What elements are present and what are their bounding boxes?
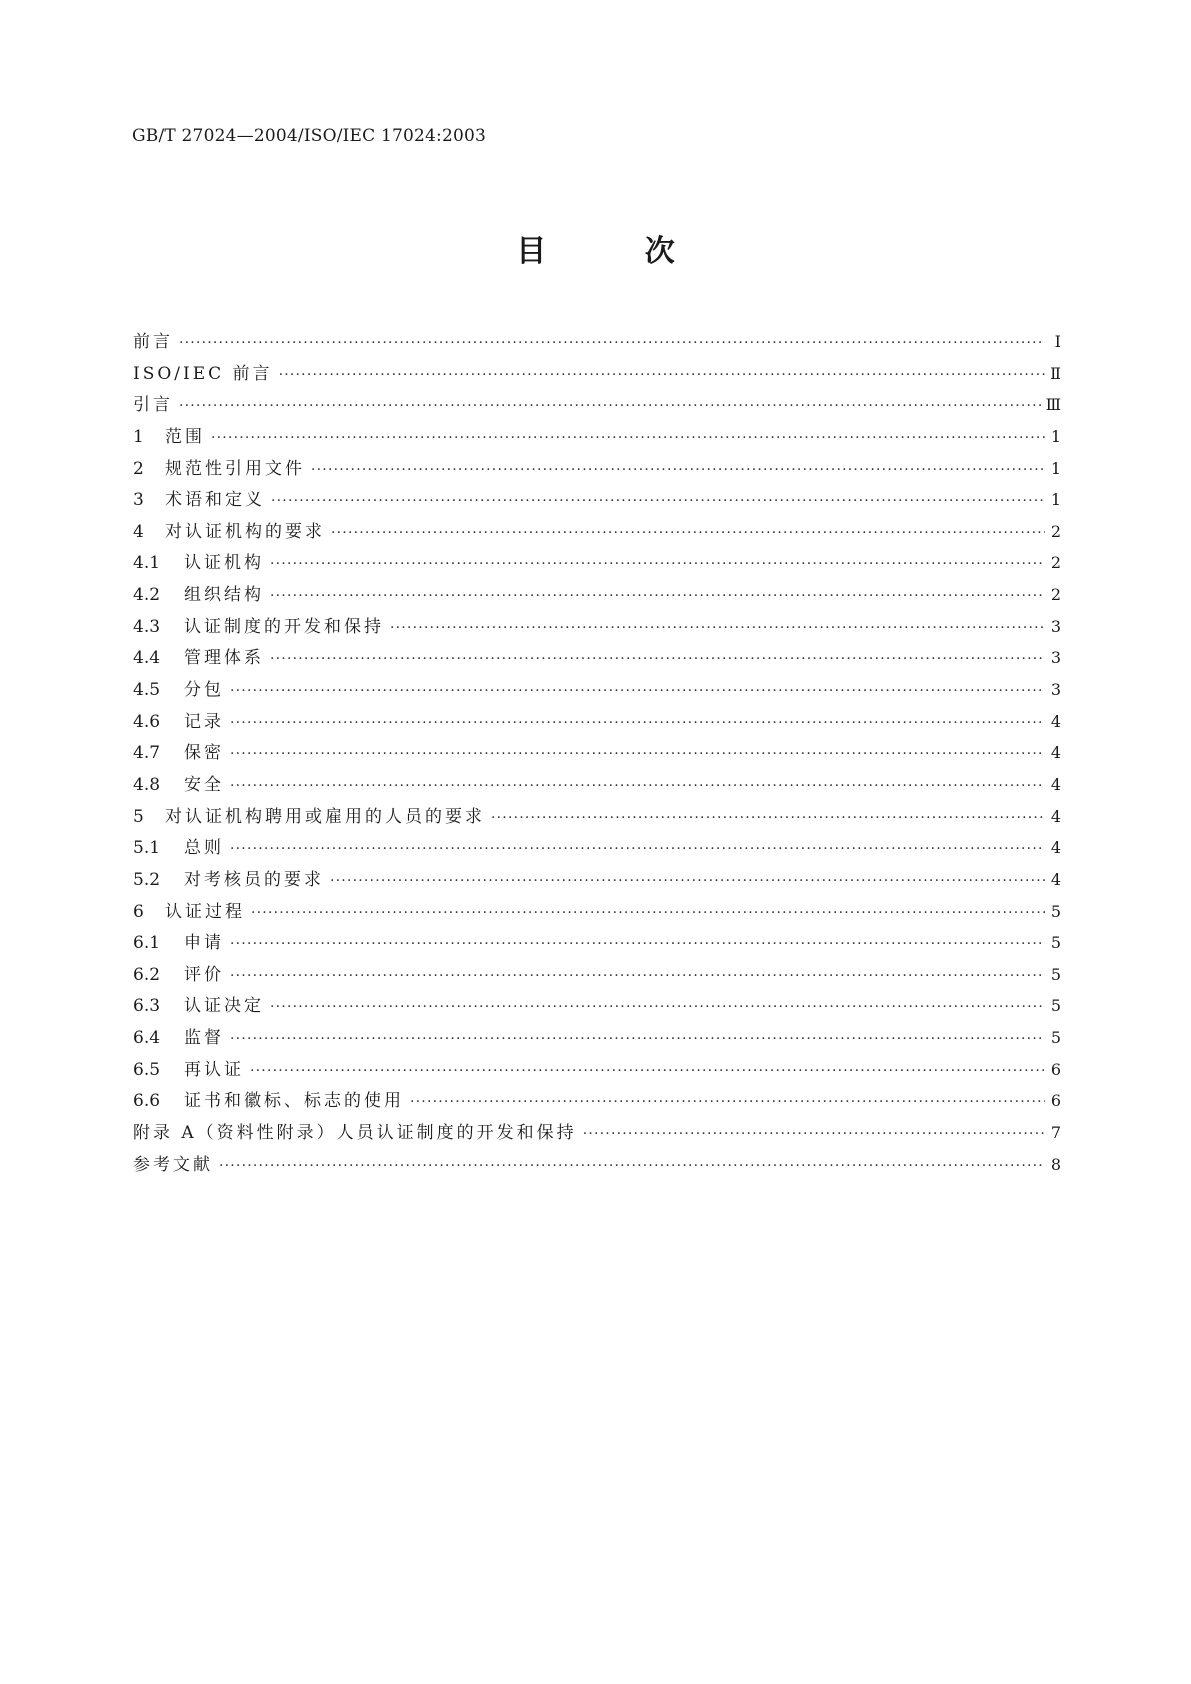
- toc-entry-title: 对认证机构聘用或雇用的人员的要求: [165, 806, 485, 827]
- toc-entry[interactable]: [133, 833, 1061, 865]
- toc-entry[interactable]: [133, 548, 1061, 580]
- toc-entry-title: 组织结构: [184, 585, 264, 606]
- toc-entry-page: 5: [1050, 1028, 1061, 1048]
- dot-leader: [179, 398, 1042, 414]
- toc-entry-page: 3: [1050, 616, 1061, 636]
- toc-entry-number: 4.3: [133, 616, 161, 637]
- toc-entry-number: 2: [133, 458, 144, 479]
- dot-leader: [230, 746, 1045, 762]
- dot-leader: [230, 841, 1045, 857]
- dot-leader: [179, 335, 1045, 351]
- toc-entry-page: 4: [1050, 774, 1061, 794]
- toc-entry-page: 4: [1050, 806, 1061, 826]
- dot-leader: [250, 1063, 1045, 1079]
- toc-entry-page: 5: [1050, 996, 1061, 1016]
- toc-entry-number: 4.7: [133, 743, 161, 764]
- toc-entry-page: 2: [1050, 553, 1061, 573]
- toc-entry[interactable]: [133, 485, 1061, 517]
- toc-entry[interactable]: [133, 897, 1061, 929]
- toc-entry-number: 6.5: [133, 1059, 161, 1080]
- dot-leader: [390, 620, 1045, 636]
- dot-leader: [583, 1126, 1045, 1142]
- dot-leader: [270, 556, 1045, 572]
- toc-entry[interactable]: [133, 675, 1061, 707]
- dot-leader: [410, 1094, 1045, 1110]
- toc-entry-title: 范围: [165, 426, 205, 447]
- dot-leader: [211, 430, 1045, 446]
- toc-entry-page: 2: [1050, 521, 1061, 541]
- toc-entry-title: 分包: [184, 680, 224, 701]
- dot-leader: [230, 936, 1045, 952]
- dot-leader: [271, 493, 1045, 509]
- dot-leader: [251, 905, 1045, 921]
- toc-entry-title: 附录 A（资料性附录）人员认证制度的开发和保持: [133, 1123, 577, 1144]
- toc-entry-page: 4: [1050, 711, 1061, 731]
- toc-entry-number: 5.2: [133, 869, 161, 890]
- toc-entry-page: 1: [1050, 426, 1061, 446]
- toc-entry-number: 6.6: [133, 1091, 161, 1112]
- toc-entry[interactable]: [133, 1023, 1061, 1055]
- dot-leader: [279, 367, 1045, 383]
- toc-entry-title: 再认证: [184, 1059, 244, 1080]
- toc-entry-title: 对考核员的要求: [184, 869, 324, 890]
- toc-entry-number: 4.1: [133, 553, 161, 574]
- toc-entry-page: 5: [1050, 964, 1061, 984]
- toc-entry-title: 认证制度的开发和保持: [184, 616, 384, 637]
- toc-entry-number: 6.3: [133, 996, 161, 1017]
- standard-code: GB/T 27024—2004/ISO/IEC 17024:2003: [132, 126, 487, 146]
- dot-leader: [491, 810, 1045, 826]
- dot-leader: [230, 778, 1045, 794]
- table-of-contents: [133, 327, 1061, 1181]
- toc-entry-number: 5.1: [133, 838, 161, 859]
- toc-entry[interactable]: [133, 422, 1061, 454]
- toc-entry-number: 4: [133, 521, 144, 542]
- toc-entry-number: 4.4: [133, 648, 161, 669]
- toc-entry-page: Ⅱ: [1050, 363, 1061, 383]
- toc-entry-page: 5: [1050, 901, 1061, 921]
- toc-entry-title: 前言: [133, 332, 173, 352]
- dot-leader: [270, 999, 1045, 1015]
- toc-entry[interactable]: [133, 359, 1061, 391]
- dot-leader: [219, 1158, 1045, 1174]
- dot-leader: [230, 968, 1045, 984]
- toc-entry-title: 评价: [184, 964, 224, 985]
- toc-entry-title: 规范性引用文件: [165, 458, 305, 479]
- toc-entry-title: 保密: [184, 743, 224, 764]
- toc-entry-page: 3: [1050, 648, 1061, 668]
- toc-entry-title: 对认证机构的要求: [165, 521, 325, 542]
- toc-entry[interactable]: [133, 643, 1061, 675]
- toc-entry-page: Ⅰ: [1054, 332, 1061, 351]
- toc-entry-title: 管理体系: [184, 648, 264, 669]
- toc-entry-page: 3: [1050, 680, 1061, 700]
- dot-leader: [270, 651, 1045, 667]
- toc-entry-page: 6: [1050, 1059, 1061, 1079]
- dot-leader: [230, 715, 1045, 731]
- toc-entry[interactable]: [133, 991, 1061, 1023]
- toc-entry-number: 6.4: [133, 1028, 161, 1049]
- toc-entry-number: 5: [133, 806, 144, 827]
- toc-entry-number: 4.6: [133, 711, 161, 732]
- toc-entry[interactable]: [133, 1150, 1061, 1182]
- toc-entry[interactable]: [133, 327, 1061, 359]
- toc-entry[interactable]: [133, 612, 1061, 644]
- toc-entry-number: 4.8: [133, 774, 161, 795]
- toc-entry-page: 7: [1050, 1123, 1061, 1143]
- toc-entry-number: 6: [133, 901, 144, 922]
- toc-entry-page: Ⅲ: [1045, 395, 1061, 415]
- toc-entry[interactable]: [133, 517, 1061, 549]
- toc-entry-page: 4: [1050, 869, 1061, 889]
- toc-entry-title: 总则: [184, 838, 224, 859]
- toc-entry-page: 1: [1050, 490, 1061, 510]
- dot-leader: [330, 873, 1045, 889]
- toc-entry-title: 安全: [184, 774, 224, 795]
- dot-leader: [230, 683, 1045, 699]
- toc-entry[interactable]: [133, 390, 1061, 422]
- toc-entry-title: ISO/IEC 前言: [133, 363, 273, 384]
- toc-entry[interactable]: [133, 454, 1061, 486]
- toc-entry-page: 4: [1050, 838, 1061, 858]
- toc-entry[interactable]: [133, 960, 1061, 992]
- toc-entry[interactable]: [133, 865, 1061, 897]
- toc-entry-number: 6.1: [133, 933, 161, 954]
- toc-entry-page: 8: [1050, 1154, 1061, 1174]
- dot-leader: [331, 525, 1045, 541]
- page-title: 目 次: [516, 234, 719, 269]
- toc-entry-title: 认证决定: [184, 996, 264, 1017]
- toc-entry-number: 3: [133, 490, 144, 511]
- toc-entry-title: 认证过程: [165, 901, 245, 922]
- toc-entry-title: 引言: [133, 395, 173, 416]
- toc-entry-number: 1: [133, 426, 144, 447]
- toc-entry-title: 术语和定义: [165, 490, 265, 511]
- dot-leader: [230, 1031, 1045, 1047]
- toc-entry-title: 认证机构: [184, 553, 264, 574]
- toc-entry-number: 6.2: [133, 964, 161, 985]
- toc-entry[interactable]: [133, 1055, 1061, 1087]
- toc-entry-page: 5: [1050, 933, 1061, 953]
- toc-entry[interactable]: [133, 770, 1061, 802]
- toc-entry[interactable]: [133, 802, 1061, 834]
- document-header: [132, 126, 486, 146]
- toc-entry-title: 记录: [184, 711, 224, 732]
- toc-entry-number: 4.5: [133, 680, 161, 701]
- toc-entry-page: 6: [1050, 1091, 1061, 1111]
- dot-leader: [311, 462, 1045, 478]
- toc-entry[interactable]: [133, 1118, 1061, 1150]
- dot-leader: [270, 588, 1045, 604]
- toc-entry-number: 4.2: [133, 585, 161, 606]
- toc-entry-title: 监督: [184, 1028, 224, 1049]
- toc-entry-page: 1: [1050, 458, 1061, 478]
- toc-entry-title: 证书和徽标、标志的使用: [184, 1091, 404, 1112]
- toc-entry[interactable]: [133, 738, 1061, 770]
- toc-entry[interactable]: [133, 1086, 1061, 1118]
- toc-entry-title: 申请: [184, 933, 224, 954]
- toc-entry-page: 4: [1050, 743, 1061, 763]
- toc-entry[interactable]: [133, 580, 1061, 612]
- toc-entry-title: 参考文献: [133, 1154, 213, 1175]
- toc-entry-page: 2: [1050, 585, 1061, 605]
- toc-entry[interactable]: [133, 928, 1061, 960]
- toc-entry[interactable]: [133, 707, 1061, 739]
